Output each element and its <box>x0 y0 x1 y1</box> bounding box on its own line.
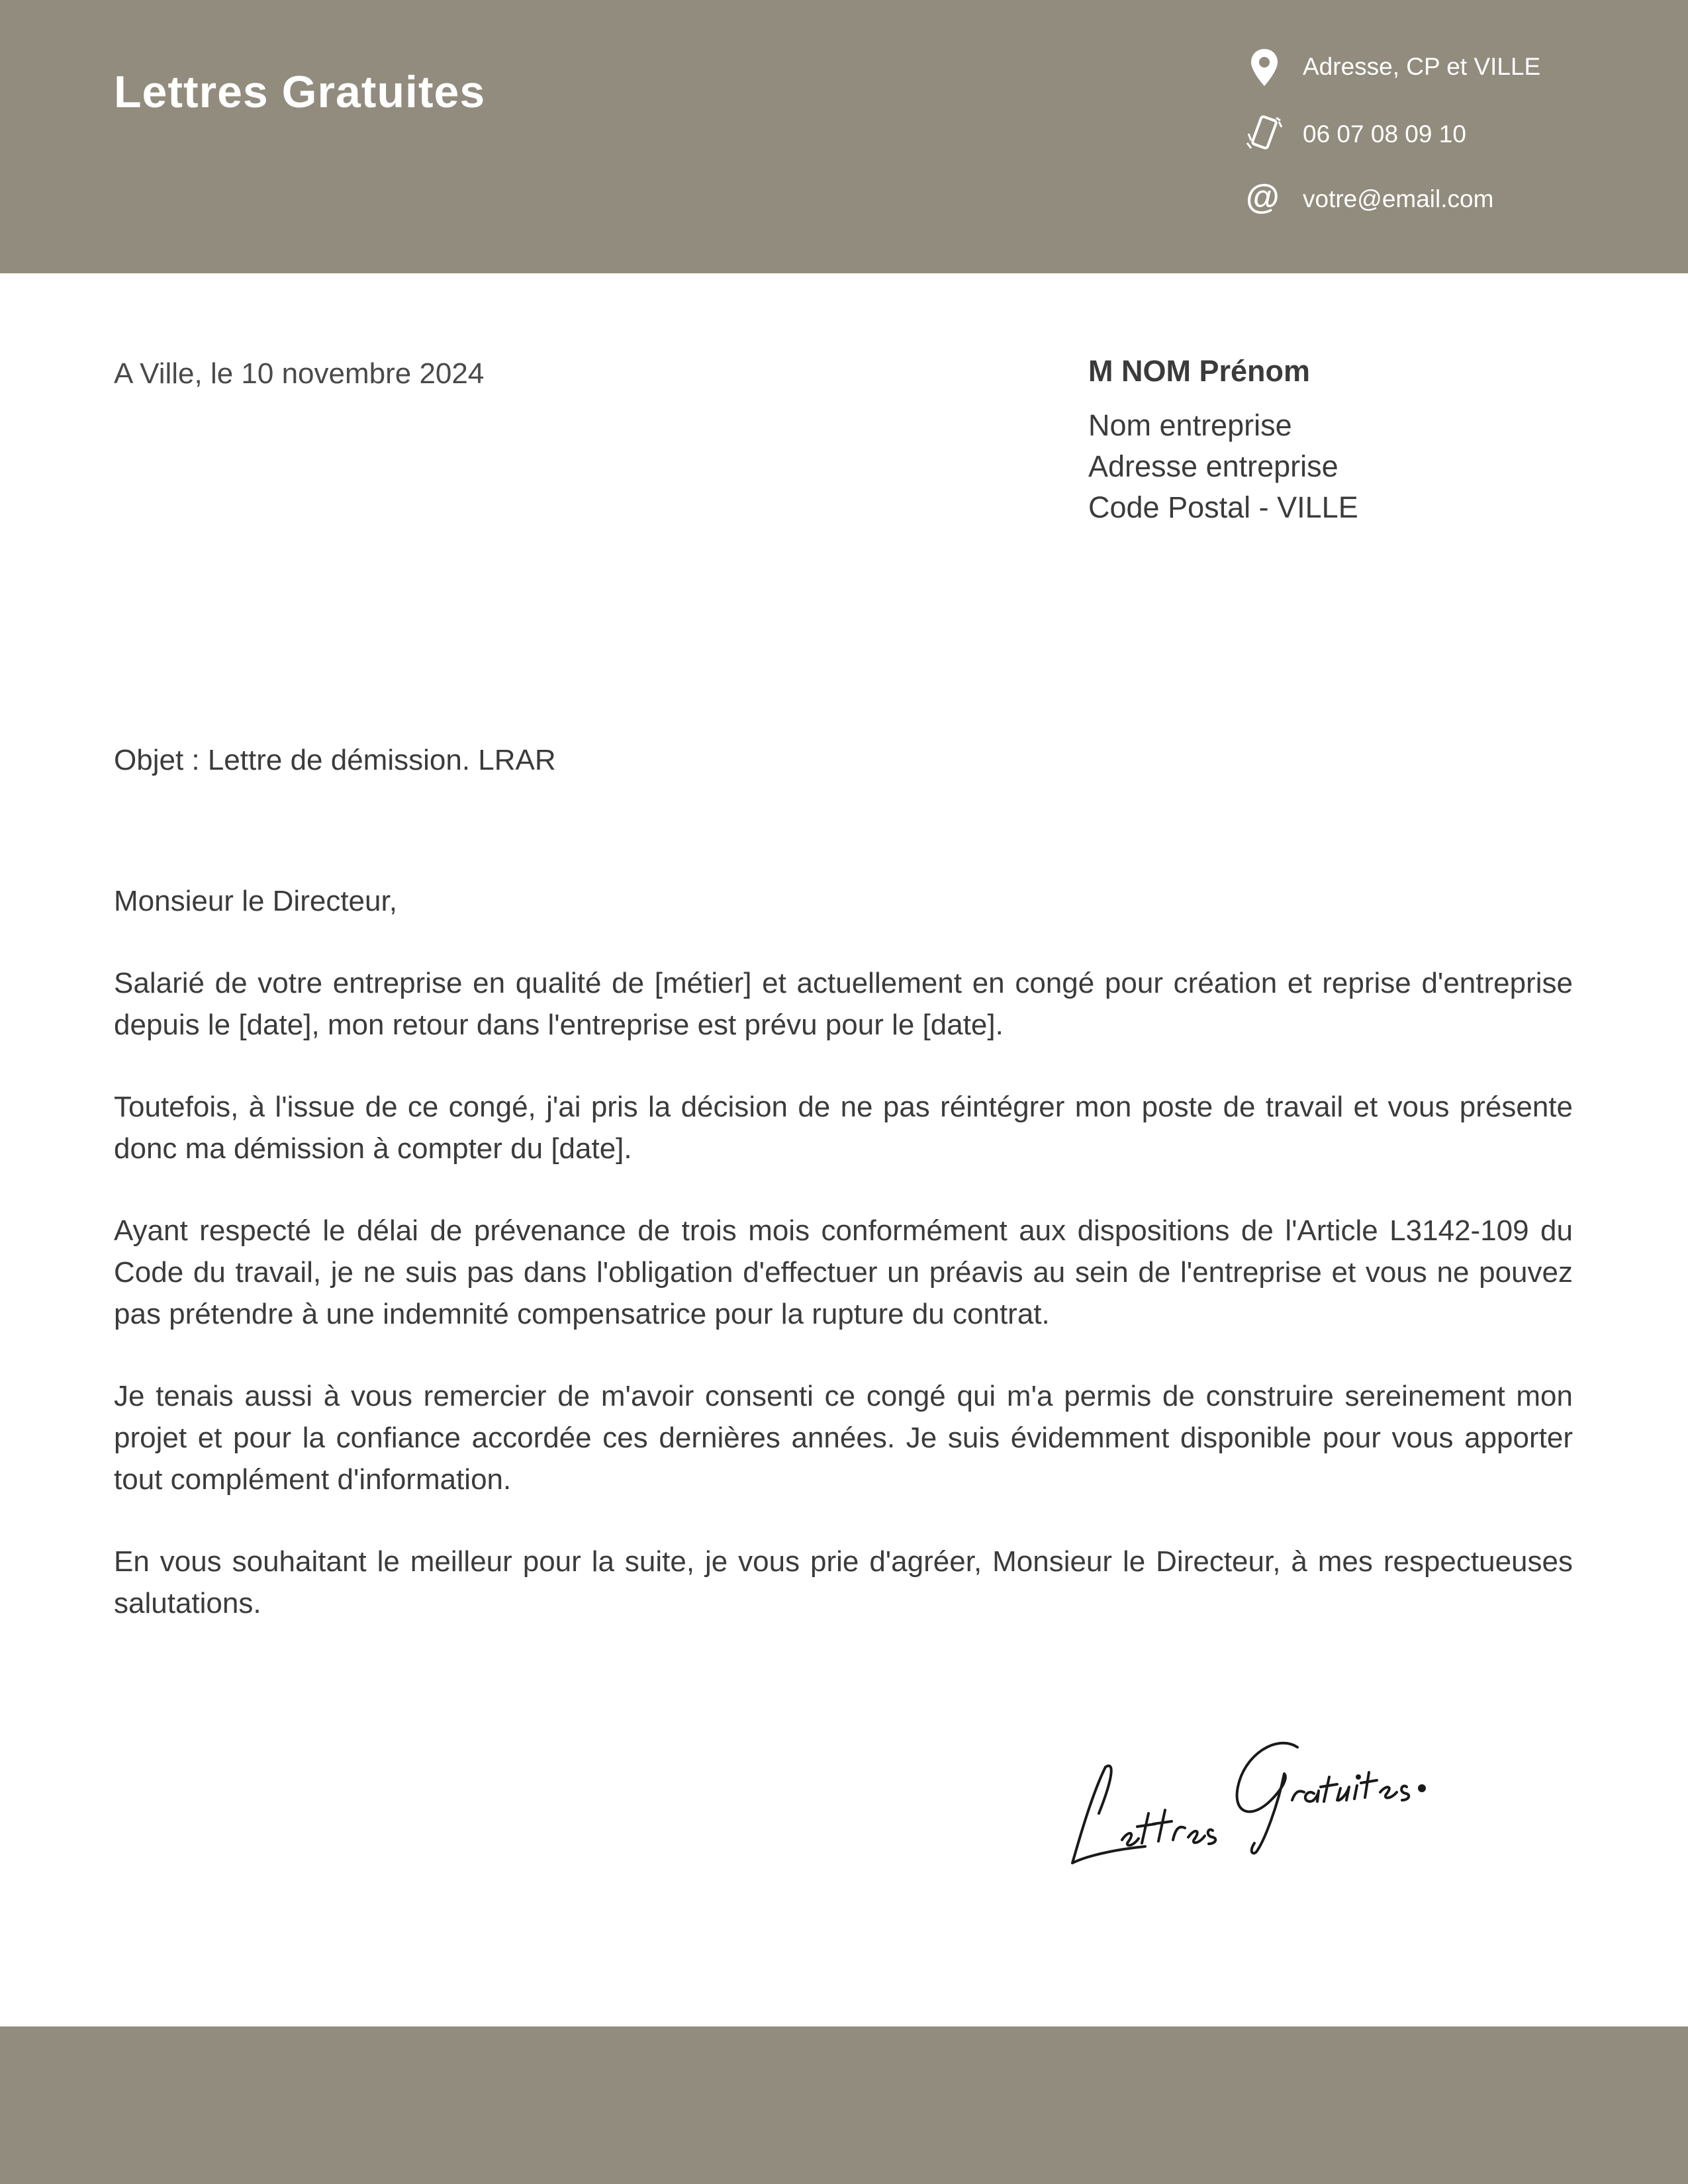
paragraph: Ayant respecté le délai de prévenance de trois mois conformément aux dispositions de l'Article L3142-109 du Code du travail, je ne suis pas dans l'obligation d'effectuer un préavis au sein de l'entreprise et vous ne pouvez pas prétendre à une indemnité compensatrice pour la rupture du contrat. <box>114 1214 1573 1330</box>
subject-line: Objet : Lettre de démission. LRAR <box>114 744 556 776</box>
contact-email <box>1243 179 1614 221</box>
map-pin-icon <box>1243 46 1286 89</box>
phone-text: 06 07 08 09 10 <box>1303 120 1466 148</box>
phone-icon <box>1243 114 1286 156</box>
address-text: Adresse, CP et VILLE <box>1303 53 1541 80</box>
letter-body <box>114 880 1573 1620</box>
recipient-company: Nom entreprise <box>1088 408 1292 442</box>
recipient-block <box>1088 351 1591 528</box>
email-text: votre@email.com <box>1303 185 1494 212</box>
footer-band <box>0 2026 1688 2184</box>
contact-phone <box>1243 114 1614 156</box>
recipient-city: Code Postal - VILLE <box>1088 490 1358 524</box>
paragraph: En vous souhaitant le meilleur pour la suite, je vous prie d'agréer, Monsieur le Directeur, à mes respectueuses salutations. <box>114 1545 1573 1619</box>
paragraph: Toutefois, à l'issue de ce congé, j'ai pris la décision de ne pas réintégrer mon poste de travail et vous présente donc ma démission à compter du [date]. <box>114 1091 1573 1165</box>
paragraph: Je tenais aussi à vous remercier de m'avoir consenti ce congé qui m'a permis de construire sereinement mon projet et pour la confiance accordée ces dernières années. Je suis évidemment disponible pour vous apporter tout complément d'information. <box>114 1380 1573 1496</box>
recipient-address: Adresse entreprise <box>1088 449 1338 483</box>
recipient-name: M NOM Prénom <box>1088 354 1311 388</box>
brand-title: Lettres Gratuites <box>114 67 486 117</box>
contact-address <box>1243 46 1614 89</box>
date-line: A Ville, le 10 novembre 2024 <box>114 357 485 390</box>
at-icon: @ <box>1246 178 1280 216</box>
paragraph: Salarié de votre entreprise en qualité de [métier] et actuellement en congé pour création et reprise d'entreprise depuis le [date], mon retour dans l'entreprise est prévu pour le [date]. <box>114 967 1573 1041</box>
salutation: Monsieur le Directeur, <box>114 885 397 917</box>
signature <box>1059 1714 1443 1886</box>
